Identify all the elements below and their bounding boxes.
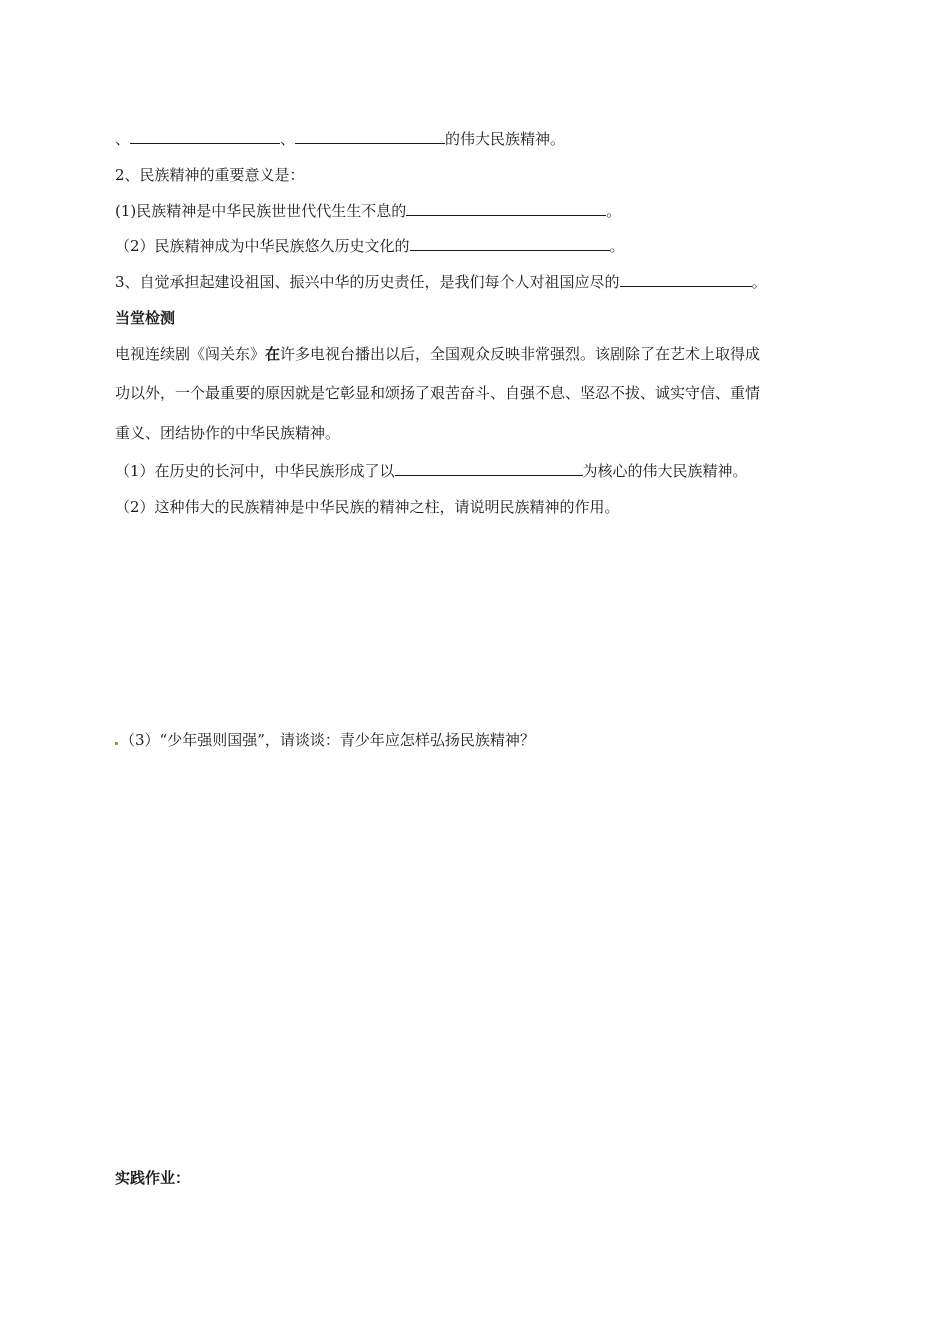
text-segment: 电视连续剧《闯关东》	[115, 345, 266, 363]
question-2-item-1	[115, 200, 621, 222]
text-segment: 。	[606, 202, 622, 220]
section-heading-in-class-test: 当堂检测	[115, 309, 176, 327]
answer-blank[interactable]	[395, 460, 583, 476]
answer-blank[interactable]	[406, 200, 606, 216]
text-segment: 许多电视台播出以后，全国观众反映非常强烈。该剧除了在艺术上取得成	[280, 345, 761, 363]
text-segment: 的伟大民族精神。	[445, 130, 566, 148]
section-heading-practice-homework: 实践作业：	[115, 1169, 191, 1187]
fill-line-spirits	[115, 128, 565, 150]
text-segment: 、	[115, 130, 131, 148]
answer-blank[interactable]	[130, 128, 280, 144]
test-question-1	[115, 460, 748, 482]
text-segment-bold: 在	[265, 345, 281, 363]
passage-line: 重义、团结协作的中华民族精神。	[115, 424, 341, 442]
passage-line: 功以外，一个最重要的原因就是它彰显和颂扬了艰苦奋斗、自强不息、坚忍不拔、诚实守信、重情	[115, 384, 761, 402]
test-question-2: （2）这种伟大的民族精神是中华民族的精神之柱，请说明民族精神的作用。	[115, 498, 620, 516]
test-question-3	[115, 729, 535, 751]
text-segment: (1)民族精神是中华民族世世代代生生不息的	[115, 202, 407, 220]
text-segment: （1）在历史的长河中，中华民族形成了以	[115, 462, 395, 480]
question-2-title: 2、民族精神的重要意义是：	[115, 166, 305, 184]
text-segment: 3、自觉承担起建设祖国、振兴中华的历史责任，是我们每个人对祖国应尽的	[115, 273, 620, 291]
text-segment: 为核心的伟大民族精神。	[582, 462, 748, 480]
text-segment: 。	[609, 237, 625, 255]
answer-blank[interactable]	[295, 128, 445, 144]
question-3	[115, 271, 767, 293]
text-segment: （3）“少年强则国强”，请谈谈：青少年应怎样弘扬民族精神？	[120, 731, 535, 749]
question-2-item-2	[115, 235, 625, 257]
passage-line	[115, 343, 760, 365]
marker-dot	[115, 742, 118, 745]
text-segment: （2）民族精神成为中华民族悠久历史文化的	[115, 237, 410, 255]
answer-blank[interactable]	[410, 235, 610, 251]
text-segment: 。	[751, 273, 767, 291]
answer-blank[interactable]	[620, 271, 752, 287]
text-segment: 、	[280, 130, 296, 148]
